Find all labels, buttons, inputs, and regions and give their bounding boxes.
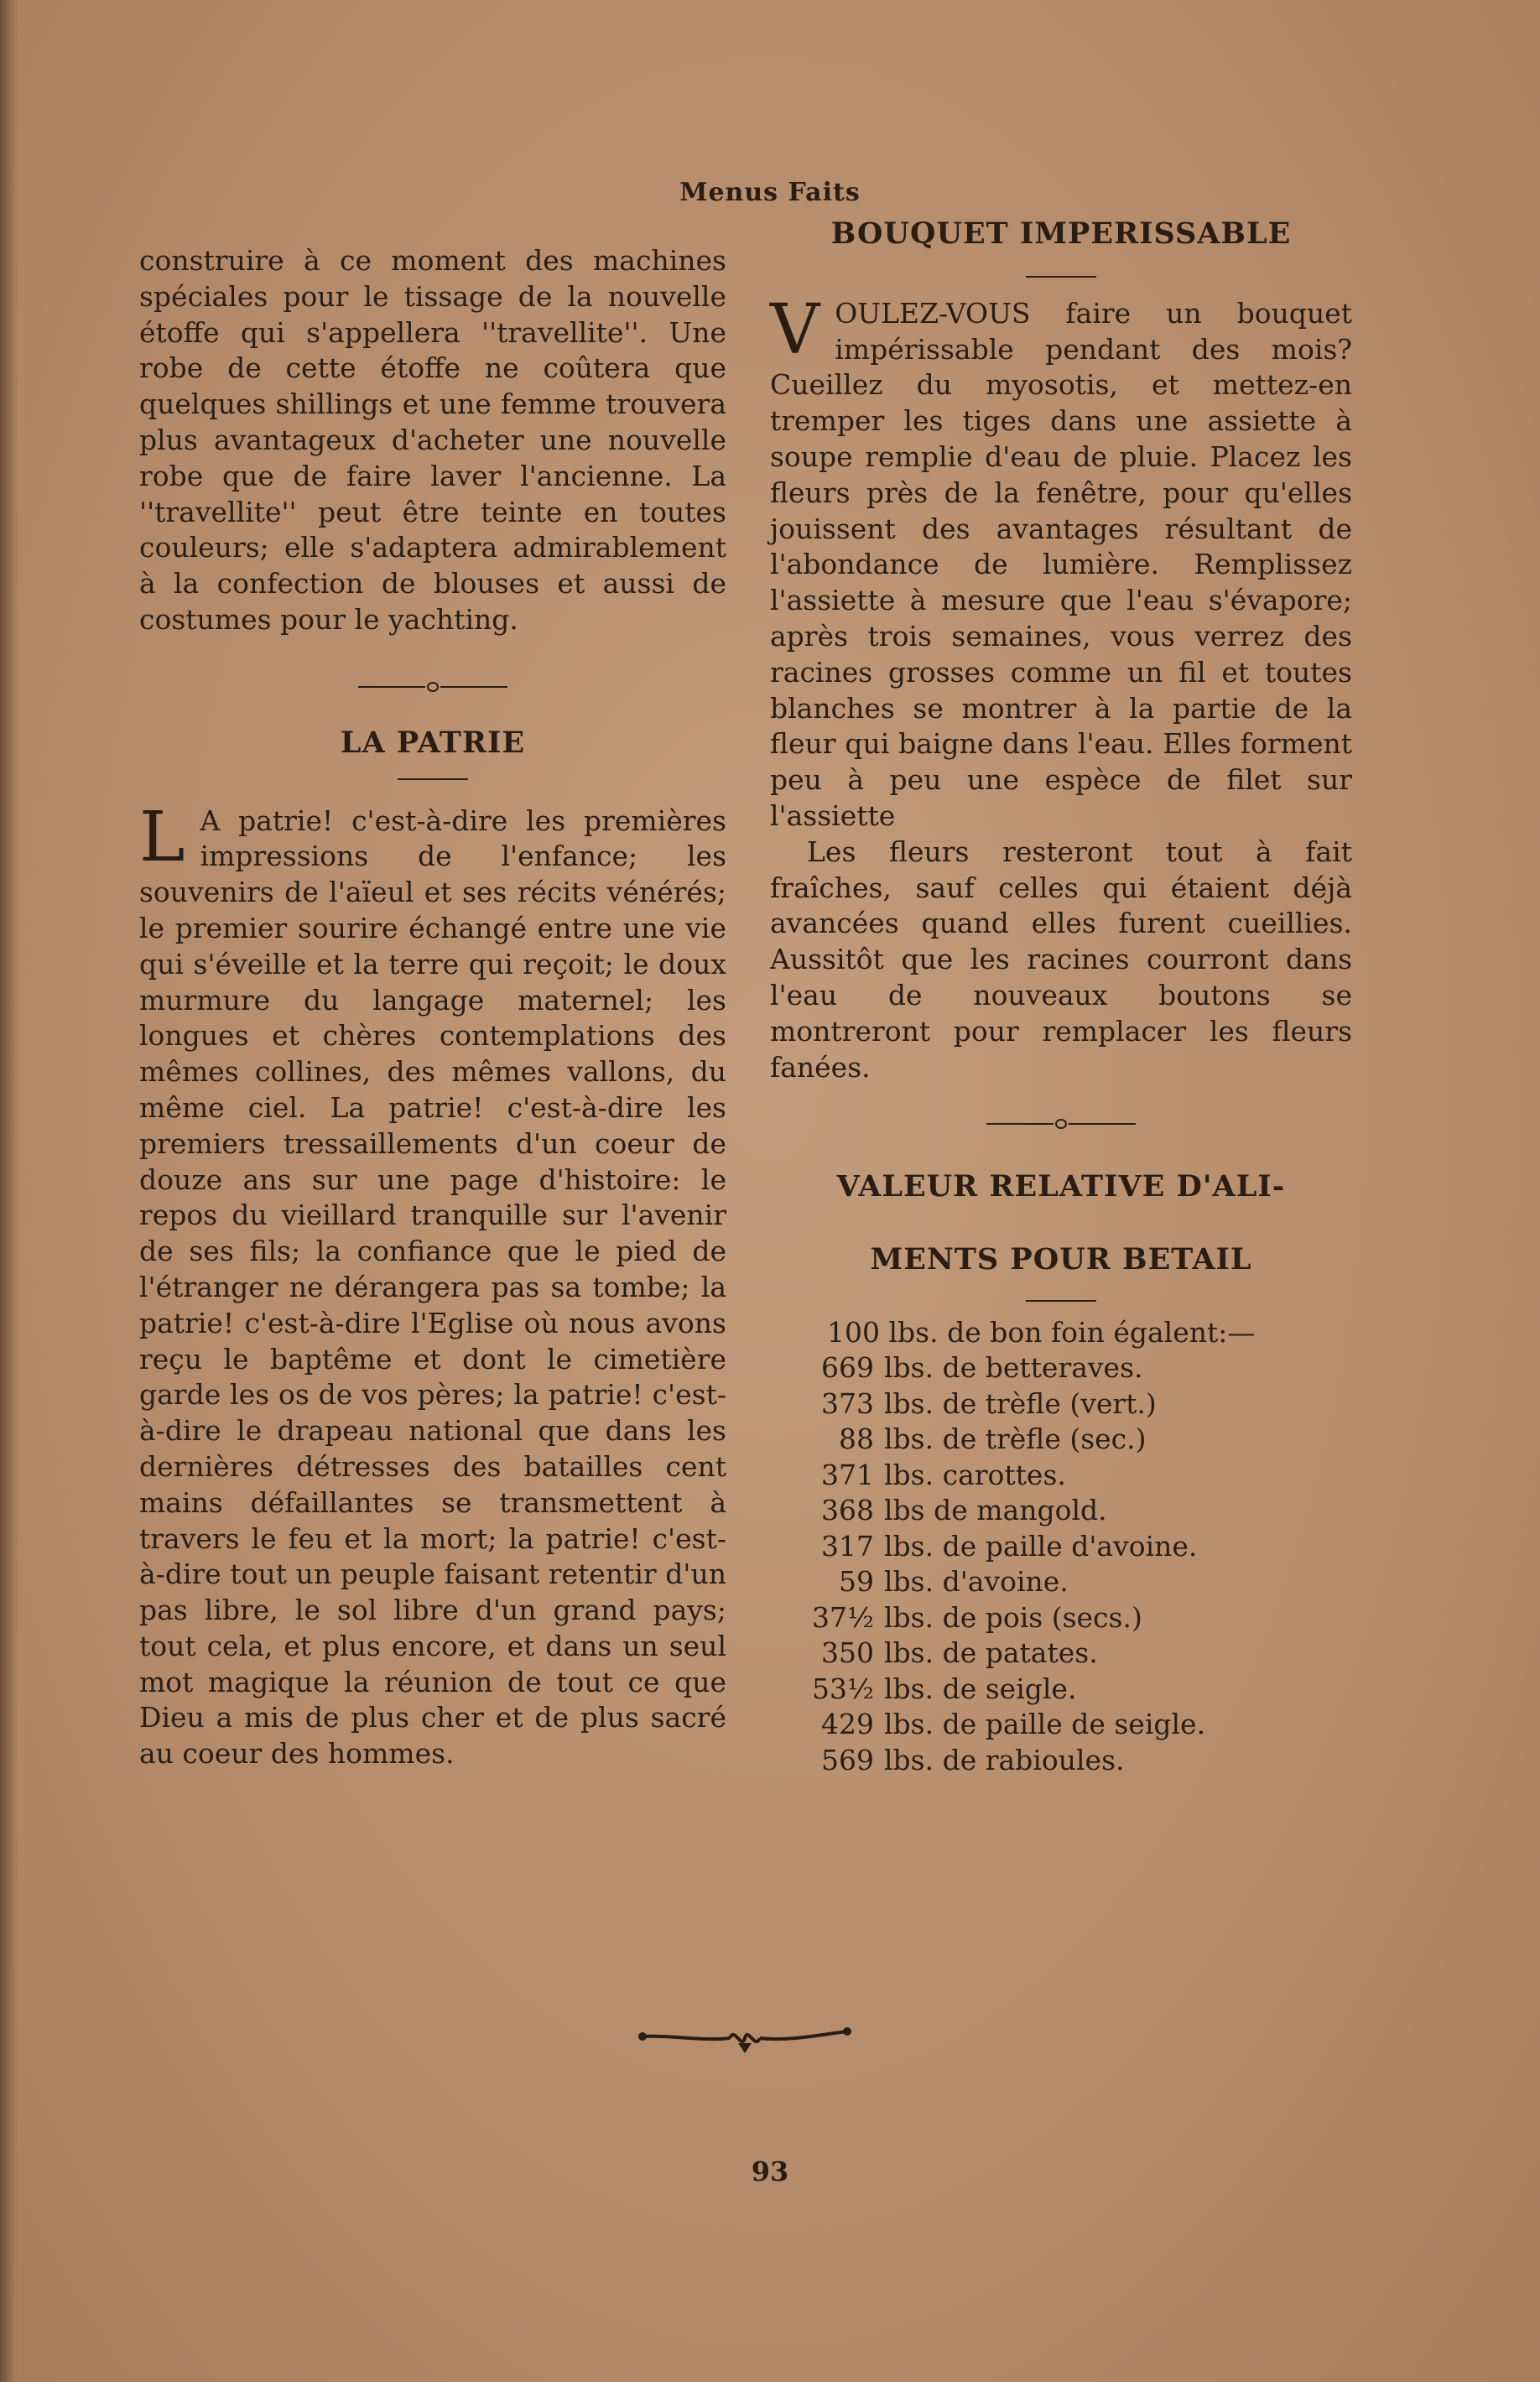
fodder-row <box>787 1672 1352 1708</box>
fodder-quantity: 429 <box>821 1708 874 1741</box>
right-column <box>770 216 1352 1778</box>
la-patrie-paragraph <box>139 797 726 1773</box>
fodder-description: lbs. de paille d'avoine. <box>884 1529 1198 1563</box>
title-rule <box>1026 276 1096 278</box>
left-column <box>139 243 726 1772</box>
fodder-quantity: 59 <box>839 1565 874 1599</box>
tail-ornament <box>636 2013 854 2072</box>
fodder-quantity: 350 <box>821 1636 874 1670</box>
fodder-table <box>787 1315 1352 1779</box>
fodder-description: lbs. de seigle. <box>884 1672 1077 1705</box>
drop-cap-l: L <box>139 797 185 877</box>
fodder-quantity: 317 <box>821 1529 874 1563</box>
fodder-row <box>787 1743 1352 1779</box>
fodder-row <box>787 1564 1352 1600</box>
fodder-row <box>787 1422 1352 1458</box>
bouquet-paragraph-1 <box>770 289 1352 835</box>
fodder-table-intro: 100 lbs. de bon foin égalent:— <box>827 1315 1256 1349</box>
bouquet-body-1: OULEZ-VOUS faire un bouquet impérissable pendant des mois? Cueillez du myosotis, et mettez-en tremper les tiges dans une assiette à soupe remplie d'eau de pluie. Placez les fleurs près de la fenêtre, pour qu'elles jouissent des avantages résultant de l'abondance de lumière. Remplissez l'assiette à mesure que l'eau s'évapore; après trois semaines, vous verrez des racines grosses comme un fil et toutes blanches se montrer à la partie de la fleur qui baigne dans l'eau. Elles forment peu à peu une espèce de filet sur l'assiette <box>770 296 1352 832</box>
running-head: Menus Faits <box>679 178 861 207</box>
page-number: 93 <box>751 2156 789 2187</box>
fodder-row <box>787 1707 1352 1743</box>
ornament-line <box>986 1123 1054 1125</box>
fodder-quantity: 373 <box>821 1386 874 1420</box>
ornament-circle <box>427 682 439 692</box>
section-ornament-2 <box>770 1119 1352 1129</box>
fodder-row <box>787 1493 1352 1529</box>
fodder-description: lbs. de betteraves. <box>884 1351 1143 1385</box>
drop-cap-v: V <box>770 289 820 370</box>
ornament-line <box>358 686 425 688</box>
title-rule <box>398 778 468 780</box>
fodder-description: lbs. carottes. <box>884 1458 1066 1491</box>
fodder-description: lbs. de trèfle (vert.) <box>884 1386 1157 1420</box>
fodder-description: lbs. de patates. <box>884 1636 1098 1670</box>
continuation-paragraph: construire à ce moment des machines spéciales pour le tissage de la nouvelle étoffe qui s'appellera ''travellite''. Une robe de cette étoffe ne coûtera que quelques shillings et une femme trouvera plus avantageux d'acheter une nouvelle robe que de faire laver l'ancienne. La ''travellite'' peut être teinte en toutes couleurs; elle s'adaptera admirablement à la confection de blouses et aussi de costumes pour le yachting. <box>139 244 726 636</box>
fodder-description: lbs. de paille de seigle. <box>884 1708 1206 1741</box>
fodder-row <box>787 1529 1352 1565</box>
fodder-quantity: 669 <box>821 1351 874 1385</box>
fodder-row <box>787 1636 1352 1672</box>
bouquet-paragraph-2: Les fleurs resteront tout à fait fraîches, sauf celles qui étaient déjà avancées quand elles furent cueillies. Aussitôt que les racines courront dans l'eau de nouveaux boutons se montreront pour remplacer les fleurs fanées. <box>770 835 1352 1084</box>
fodder-description: lbs de mangold. <box>884 1494 1107 1527</box>
valeur-title-line-2: MENTS POUR BETAIL <box>870 1242 1252 1277</box>
fodder-row <box>787 1386 1352 1422</box>
fodder-quantity: 37½ <box>812 1600 874 1634</box>
fodder-row <box>787 1600 1352 1636</box>
la-patrie-title: LA PATRIE <box>340 725 526 760</box>
fodder-description: lbs. de pois (secs.) <box>884 1600 1142 1634</box>
ornament-line <box>440 686 507 688</box>
ornament-circle <box>1055 1119 1067 1129</box>
fodder-row <box>787 1350 1352 1386</box>
fodder-quantity: 368 <box>821 1494 874 1527</box>
fodder-description: lbs. de rabioules. <box>884 1743 1125 1776</box>
valeur-title-line-1: VALEUR RELATIVE D'ALI- <box>836 1169 1286 1204</box>
ornament-line <box>1069 1123 1136 1125</box>
fodder-quantity: 88 <box>839 1422 874 1456</box>
fodder-description: lbs. de trèfle (sec.) <box>884 1422 1147 1456</box>
fodder-quantity: 569 <box>821 1743 874 1776</box>
bouquet-title: BOUQUET IMPERISSABLE <box>830 216 1292 251</box>
page-spine-shadow <box>0 0 18 2382</box>
fodder-quantity: 371 <box>821 1458 874 1491</box>
section-ornament-1 <box>139 682 726 692</box>
fodder-row <box>787 1458 1352 1494</box>
fodder-quantity: 53½ <box>812 1672 874 1705</box>
fodder-rows <box>787 1350 1352 1778</box>
title-rule <box>1026 1300 1096 1302</box>
fodder-description: lbs. d'avoine. <box>884 1565 1069 1599</box>
la-patrie-body: A patrie! c'est-à-dire les premières impressions de l'enfance; les souvenirs de l'aïeul et ses récits vénérés; le premier sourire échangé entre une vie qui s'éveille et la terre qui reçoit; le doux murmure du langage maternel; les longues et chères contemplations des mêmes collines, des mêmes vallons, du même ciel. La patrie! c'est-à-dire les premiers tressaillements d'un coeur de douze ans sur une page d'histoire: le repos du vieillard tranquille sur l'avenir de ses fils; la confiance que le pied de l'étranger ne dérangera pas sa tombe; la patrie! c'est-à-dire l'Eglise où nous avons reçu le baptême et dont le cimetière garde les os de vos pères; la patrie! c'est-à-dire le drapeau national que dans les dernières détresses des batailles cent mains défaillantes se transmettent à travers le feu et la mort; la patrie! c'est-à-dire tout un peuple faisant retentir d'un pas libre, le sol libre d'un grand pays; tout cela, et plus encore, et dans un seul mot magique la réunion de tout ce que Dieu a mis de plus cher et de plus sacré au coeur des hommes. <box>139 804 726 1771</box>
